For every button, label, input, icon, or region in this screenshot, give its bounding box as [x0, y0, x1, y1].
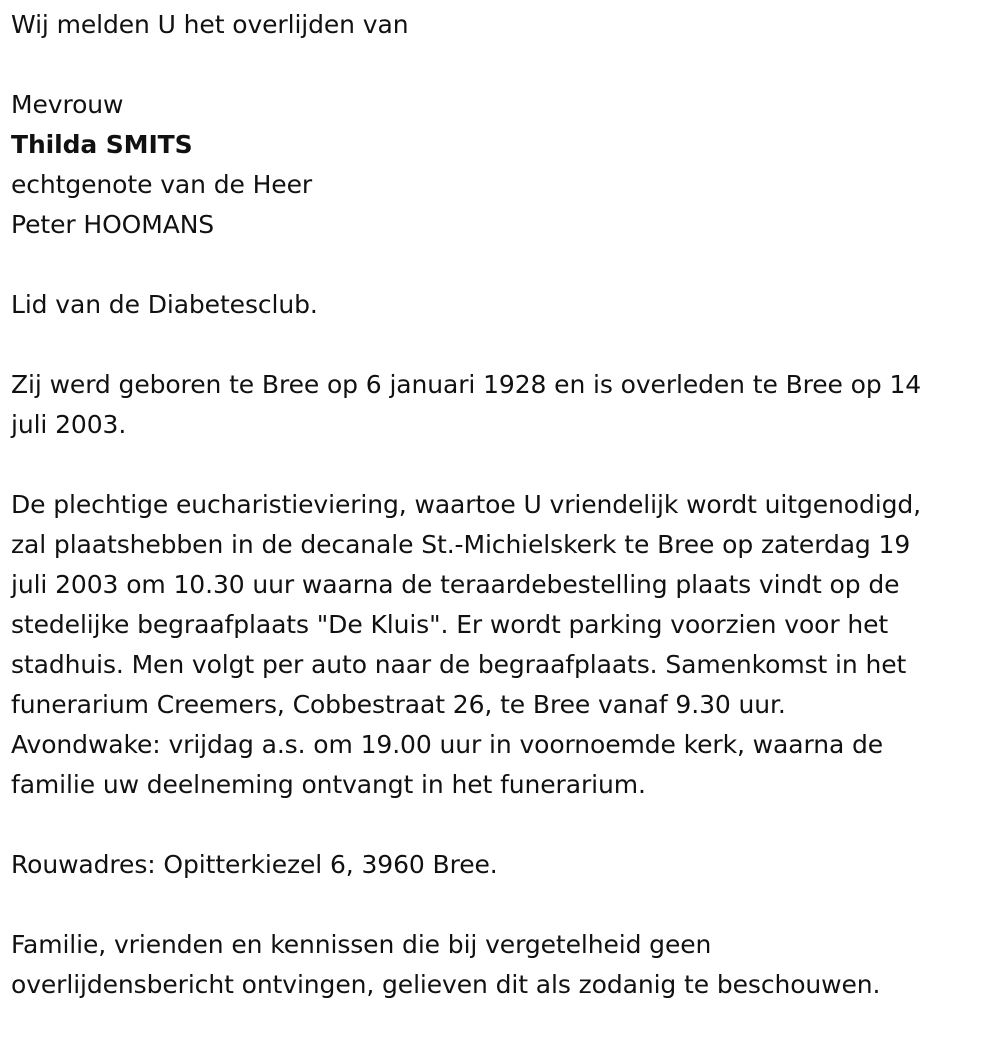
family-note-line: overlijdensbericht ontvingen, gelieven dit als zodanig te beschouwen.: [11, 970, 881, 999]
ceremony-line: juli 2003 om 10.30 uur waarna de teraardebestelling plaats vindt op de: [11, 570, 900, 599]
birth-death-line: Zij werd geboren te Bree op 6 januari 1928 en is overleden te Bree op 14: [11, 370, 922, 399]
ceremony-paragraph: [11, 485, 991, 805]
ceremony-line: stadhuis. Men volgt per auto naar de begraafplaats. Samenkomst in het: [11, 650, 907, 679]
ceremony-line: De plechtige eucharistieviering, waartoe U vriendelijk wordt uitgenodigd,: [11, 490, 921, 519]
death-notice: [11, 5, 991, 1005]
family-note-line: Familie, vrienden en kennissen die bij vergetelheid geen: [11, 930, 712, 959]
spacer: [11, 45, 991, 85]
relation-text: echtgenote van de Heer: [11, 170, 313, 199]
membership-text: Lid van de Diabetesclub.: [11, 290, 318, 319]
intro-text: Wij melden U het overlijden van: [11, 10, 409, 39]
spacer: [11, 445, 991, 485]
deceased-name: Thilda SMITS: [11, 130, 193, 159]
birth-death-line: juli 2003.: [11, 410, 127, 439]
ceremony-line: familie uw deelneming ontvangt in het funerarium.: [11, 770, 646, 799]
spacer: [11, 805, 991, 845]
birth-death-paragraph: [11, 365, 991, 445]
spouse-name: Peter HOOMANS: [11, 210, 215, 239]
honorific: Mevrouw: [11, 90, 124, 119]
mourning-address: Rouwadres: Opitterkiezel 6, 3960 Bree.: [11, 850, 498, 879]
spacer: [11, 885, 991, 925]
spacer: [11, 325, 991, 365]
ceremony-line: stedelijke begraafplaats "De Kluis". Er wordt parking voorzien voor het: [11, 610, 889, 639]
family-note-paragraph: [11, 925, 991, 1005]
spacer: [11, 245, 991, 285]
ceremony-line: funerarium Creemers, Cobbestraat 26, te Bree vanaf 9.30 uur.: [11, 690, 786, 719]
ceremony-line: Avondwake: vrijdag a.s. om 19.00 uur in voornoemde kerk, waarna de: [11, 730, 884, 759]
ceremony-line: zal plaatshebben in de decanale St.-Michielskerk te Bree op zaterdag 19: [11, 530, 911, 559]
